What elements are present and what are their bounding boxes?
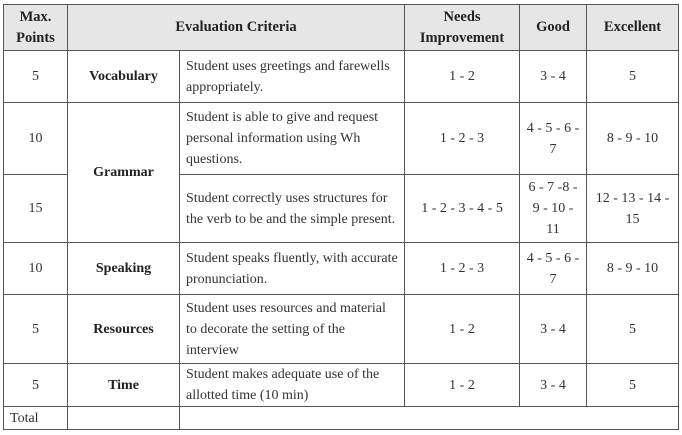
good-cell: 6 - 7 -8 - 9 - 10 - 11 [520, 175, 587, 243]
description-cell: Student uses greetings and farewells appropriately. [180, 51, 405, 103]
criterion-cell: Time [68, 364, 180, 407]
header-excellent: Excellent [587, 5, 679, 51]
needs-improvement-cell: 1 - 2 - 3 - 4 - 5 [405, 175, 520, 243]
good-cell: 3 - 4 [520, 364, 587, 407]
criterion-cell: Speaking [68, 243, 180, 295]
total-empty-cell [68, 407, 180, 430]
table-row-grammar-1 [4, 103, 679, 175]
good-cell: 4 - 5 - 6 - 7 [520, 103, 587, 175]
header-evaluation-criteria: Evaluation Criteria [68, 5, 405, 51]
description-cell: Student is able to give and request personal information using Wh questions. [180, 103, 405, 175]
points-cell: 5 [4, 51, 68, 103]
description-cell: Student correctly uses structures for the verb to be and the simple present. [180, 175, 405, 243]
needs-improvement-cell: 1 - 2 [405, 364, 520, 407]
points-cell: 5 [4, 295, 68, 364]
needs-improvement-cell: 1 - 2 [405, 51, 520, 103]
criterion-cell: Grammar [68, 103, 180, 243]
points-cell: 15 [4, 175, 68, 243]
header-good: Good [520, 5, 587, 51]
excellent-cell: 5 [587, 364, 679, 407]
needs-improvement-cell: 1 - 2 - 3 [405, 243, 520, 295]
good-cell: 4 - 5 - 6 - 7 [520, 243, 587, 295]
evaluation-rubric-table [3, 4, 679, 430]
needs-improvement-cell: 1 - 2 - 3 [405, 103, 520, 175]
excellent-cell: 5 [587, 51, 679, 103]
excellent-cell: 8 - 9 - 10 [587, 103, 679, 175]
header-max-points: Max. Points [4, 5, 68, 51]
needs-improvement-cell: 1 - 2 [405, 295, 520, 364]
points-cell: 10 [4, 243, 68, 295]
header-needs-improvement: Needs Improvement [405, 5, 520, 51]
table-row-speaking [4, 243, 679, 295]
table-row-total [4, 407, 679, 430]
criterion-cell: Vocabulary [68, 51, 180, 103]
excellent-cell: 5 [587, 295, 679, 364]
points-cell: 5 [4, 364, 68, 407]
description-cell: Student uses resources and material to decorate the setting of the interview [180, 295, 405, 364]
total-label-cell: Total [4, 407, 68, 430]
excellent-cell: 12 - 13 - 14 - 15 [587, 175, 679, 243]
description-cell: Student makes adequate use of the allotted time (10 min) [180, 364, 405, 407]
table-row-resources [4, 295, 679, 364]
good-cell: 3 - 4 [520, 295, 587, 364]
header-row [4, 5, 679, 51]
description-cell: Student speaks fluently, with accurate pronunciation. [180, 243, 405, 295]
good-cell: 3 - 4 [520, 51, 587, 103]
points-cell: 10 [4, 103, 68, 175]
total-value-cell [180, 407, 679, 430]
table-row-time [4, 364, 679, 407]
excellent-cell: 8 - 9 - 10 [587, 243, 679, 295]
table-row-vocabulary [4, 51, 679, 103]
criterion-cell: Resources [68, 295, 180, 364]
